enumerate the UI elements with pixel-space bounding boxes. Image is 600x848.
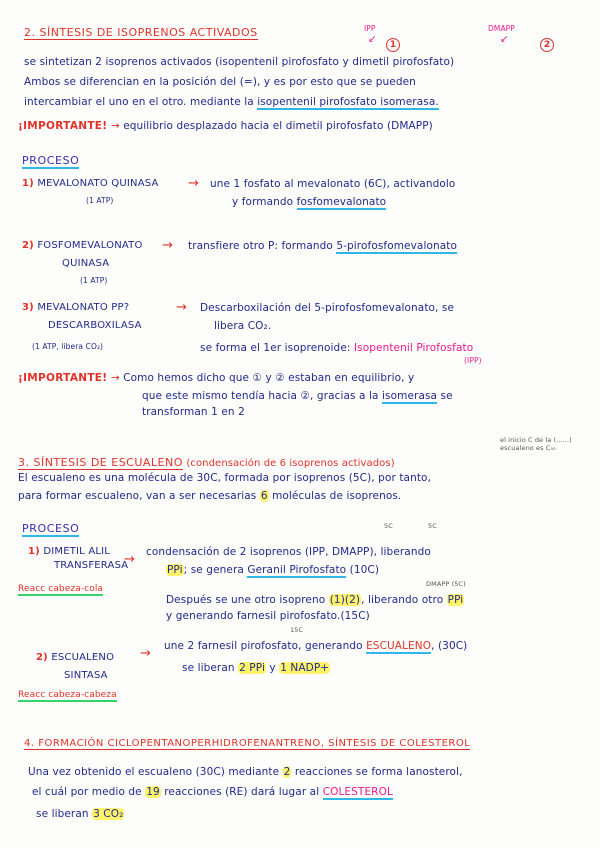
s2-paragraph-line1: se sintetizan 2 isoprenos activados (isopentenil pirofosfato y dimetil pirofosfato) — [24, 56, 455, 68]
s2-step3-line3: se forma el 1er isoprenoide: Isopentenil Pirofosfato — [200, 342, 474, 354]
s3-step1-line1: condensación de 2 isoprenos (IPP, DMAPP), liberando — [146, 546, 431, 558]
important-text-2-line2: que este mismo tendía hacia ②, gracias a la isomerasa se — [142, 390, 453, 402]
s2-step1-line2: y formando fosfomevalonato — [232, 196, 387, 208]
ppi-term-3: 2 PPi — [239, 662, 265, 674]
s2-p3-text: intercambiar el uno en el otro. mediante la — [24, 96, 254, 108]
arrow-icon: → — [176, 300, 187, 315]
important-text-2-line3: transforman 1 en 2 — [142, 406, 245, 418]
section-3-side-note: el inicio C de la (......) escualeno es C₅₀ — [500, 436, 572, 452]
5c-note-b: 5C — [428, 522, 437, 530]
s3-step1-line2: PPi; se genera Geranil Pirofosfato (10C) — [167, 564, 380, 576]
s2-step2-enzyme-line2: QUINASA — [62, 258, 110, 269]
s3-step2-line2: se liberan 2 PPi y 1 NADP+ — [182, 662, 330, 674]
circle-1-badge: 1 — [386, 38, 400, 52]
ipp-abbrev: (IPP) — [464, 356, 482, 365]
s3-step1-enzyme-line2: TRANSFERASA — [54, 560, 129, 571]
s2-step1-atp: (1 ATP) — [86, 196, 114, 205]
s3-paragraph-line1: El escualeno es una molécula de 30C, formada por isoprenos (5C), por tanto, — [18, 472, 432, 484]
important-label-1: ¡IMPORTANTE! — [18, 120, 108, 132]
arrow-icon: → — [140, 646, 151, 661]
s2-step3-line1: Descarboxilación del 5-pirofosfomevalonato, se — [200, 302, 455, 314]
dmapp-note: DMAPP (5C) — [426, 580, 466, 588]
arrow-icon: → — [124, 552, 135, 567]
s3-step2-enzyme: 2) ESCUALENO — [36, 652, 115, 663]
s3-step1-line3: Después se une otro isopreno (1)(2), liberando otro PPi — [166, 594, 464, 606]
proceso-heading-1: PROCESO — [22, 154, 80, 167]
ipp-term: Isopentenil Pirofosfato — [353, 342, 474, 354]
s2-step3-enzyme-line2: DESCARBOXILASA — [48, 320, 142, 331]
nadp-term: 1 NADP+ — [280, 662, 330, 674]
fosfomevalonato-term: fosfomevalonato — [296, 196, 387, 208]
isomerasa-term-2: isomerasa — [382, 390, 438, 402]
s2-step2-line1: transfiere otro P: formando 5-pirofosfomevalonato — [188, 240, 458, 252]
arrow-icon: → — [110, 120, 120, 132]
ppi-term-2: PPi — [447, 594, 464, 606]
s2-step2-atp: (1 ATP) — [80, 276, 108, 285]
ppi-term-1: PPi — [167, 564, 183, 576]
s4-paragraph-line3: se liberan 3 CO₂ — [36, 808, 124, 820]
section-3-title: 3. SÍNTESIS DE ESCUALENO (condensación de 6 isoprenos activados) — [18, 456, 395, 469]
arrow-icon: → — [110, 372, 120, 384]
two-reactions: 2 — [283, 766, 291, 778]
ipp-arrow-icon: ↙ — [368, 34, 377, 45]
nineteen-reactions: 19 — [146, 786, 160, 798]
isoprene-ref: (1)(2) — [329, 594, 361, 606]
proceso-heading-2: PROCESO — [22, 522, 80, 535]
circle-2-badge: 2 — [540, 38, 554, 52]
s2-paragraph-line2: Ambos se diferencian en la posición del (=), y es por esto que se pueden — [24, 76, 416, 88]
s3-step2-line1: une 2 farnesil pirofosfato, generando ESCUALENO, (30C) — [164, 640, 468, 652]
ipp-tag: IPP — [364, 24, 376, 33]
important-note-1 — [18, 120, 433, 132]
s3-step2-enzyme-line2: SINTASA — [64, 670, 108, 681]
s2-step3-enzyme: 3) MEVALONATO PP? — [22, 302, 130, 313]
s2-step1-enzyme: 1) MEVALONATO QUINASA — [22, 178, 159, 189]
geranil-term: Geranil Pirofosfato — [247, 564, 347, 576]
s4-paragraph-line2: el cuál por medio de 19 reacciones (RE) dará lugar al COLESTEROL — [32, 786, 393, 798]
s2-step3-line2: libera CO₂. — [214, 320, 272, 332]
escualeno-term: ESCUALENO — [366, 640, 432, 652]
pirofosfomevalonato-term: 5-pirofosfomevalonato — [336, 240, 458, 252]
s2-step2-enzyme: 2) FOSFOMEVALONATO — [22, 240, 143, 251]
six-count: 6 — [260, 490, 268, 502]
dmapp-tag: DMAPP — [488, 24, 515, 33]
important-text-1: equilibrio desplazado hacia el dimetil pirofosfato (DMAPP) — [123, 120, 433, 132]
15c-note: 15C — [290, 626, 304, 634]
s2-step3-atp: (1 ATP, libera CO₂) — [32, 342, 104, 351]
s3-step1-enzyme: 1) DIMETIL ALIL — [28, 546, 111, 557]
important-note-2 — [18, 372, 414, 384]
important-text-2-line1: Como hemos dicho que ① y ② estaban en equilibrio, y — [123, 372, 415, 384]
section-2-title: 2. SÍNTESIS DE ISOPRENOS ACTIVADOS — [24, 26, 258, 39]
important-label-2: ¡IMPORTANTE! — [18, 372, 108, 384]
s3-paragraph-line2: para formar escualeno, van a ser necesarias 6 moléculas de isoprenos. — [18, 490, 402, 502]
colesterol-term: COLESTEROL — [322, 786, 393, 798]
reaction-type-1: Reacc cabeza-cola — [18, 584, 104, 594]
section-4-title: 4. FORMACIÓN CICLOPENTANOPERHIDROFENANTRENO, SÍNTESIS DE COLESTEROL — [24, 738, 471, 749]
5c-note-a: 5C — [384, 522, 393, 530]
reaction-type-2: Reacc cabeza-cabeza — [18, 690, 117, 700]
s2-paragraph-line3 — [24, 96, 439, 108]
isomerasa-term: isopentenil pirofosfato isomerasa. — [257, 96, 439, 108]
arrow-icon: → — [188, 176, 199, 191]
s2-step1-line1: une 1 fosfato al mevalonato (6C), activandolo — [210, 178, 456, 190]
co2-term: 3 CO₂ — [93, 808, 124, 820]
dmapp-arrow-icon: ↙ — [500, 34, 509, 45]
arrow-icon: → — [162, 238, 173, 253]
s3-step1-line4: y generando farnesil pirofosfato.(15C) — [166, 610, 370, 622]
s4-paragraph-line1: Una vez obtenido el escualeno (30C) mediante 2 reacciones se forma lanosterol, — [28, 766, 463, 778]
